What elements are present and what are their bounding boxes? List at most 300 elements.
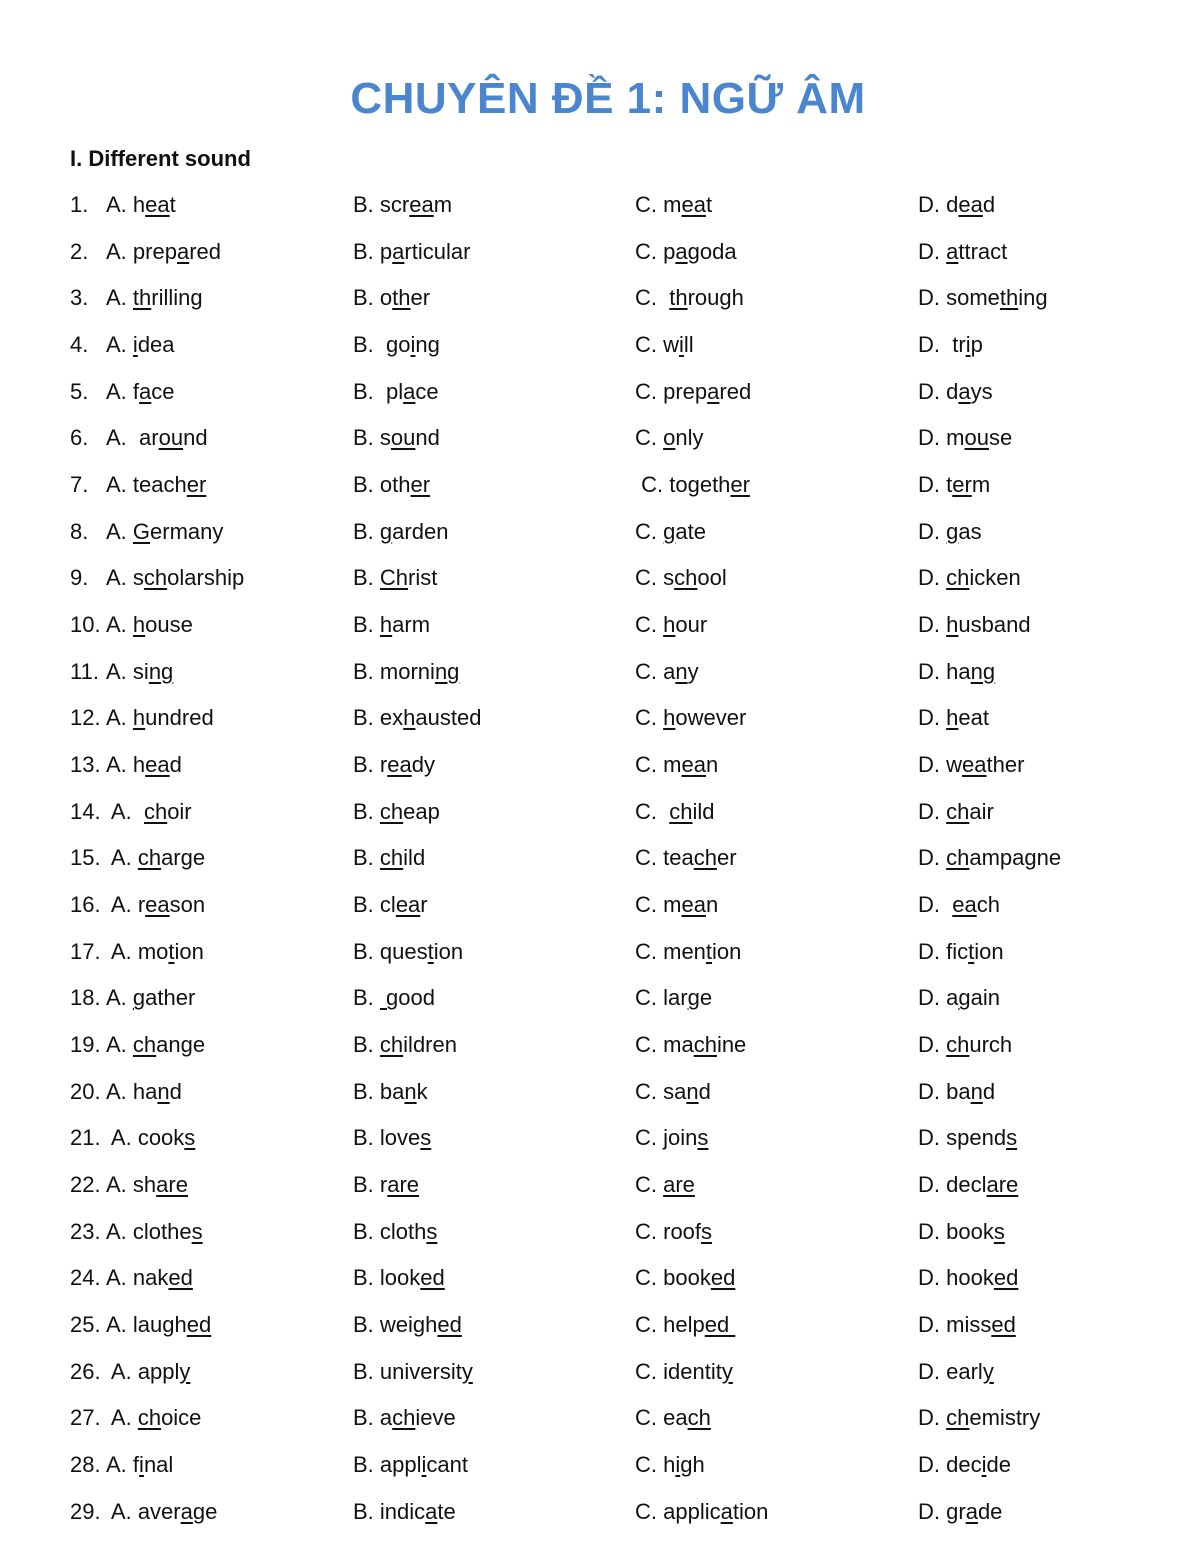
option-letter: D.	[918, 425, 940, 451]
word-suffix: rist	[408, 565, 438, 591]
option-d	[918, 980, 1000, 1016]
question-row	[0, 1027, 1200, 1074]
word-prefix: gr	[946, 1498, 966, 1524]
word-prefix: decl	[946, 1172, 987, 1198]
option-c	[635, 467, 750, 503]
word-prefix: indic	[379, 1498, 426, 1524]
option-a	[106, 1494, 217, 1530]
option-c	[635, 840, 737, 876]
word-prefix: a	[663, 658, 676, 684]
option-b	[353, 747, 435, 783]
underlined-sound: ch	[379, 1032, 404, 1058]
question-number: 4.	[70, 332, 89, 358]
option-letter: B.	[353, 472, 374, 498]
option-d	[918, 654, 995, 690]
underlined-sound: er	[952, 472, 972, 498]
option-letter: C.	[635, 1125, 657, 1151]
word-prefix: s	[663, 565, 675, 591]
option-letter: D.	[918, 705, 940, 731]
option-a	[106, 934, 204, 970]
option-letter: A.	[106, 565, 127, 591]
option-letter: D.	[918, 938, 940, 964]
question-row	[0, 1354, 1200, 1401]
question-row	[0, 467, 1200, 514]
underlined-sound: ch	[143, 565, 168, 591]
question-number: 7.	[70, 472, 89, 498]
option-a	[106, 794, 192, 830]
word-suffix: ng	[415, 332, 440, 358]
question-number: 29.	[70, 1498, 101, 1524]
underlined-sound: y	[721, 1358, 733, 1384]
option-b	[353, 280, 430, 316]
question-number: 25.	[70, 1312, 101, 1338]
underlined-sound: ed	[710, 1265, 736, 1291]
option-letter: B.	[353, 1078, 374, 1104]
word-prefix: ha	[946, 658, 971, 684]
underlined-sound: g	[379, 518, 393, 544]
word-prefix: ques	[379, 938, 428, 964]
option-letter: A.	[106, 518, 127, 544]
option-a	[106, 1260, 193, 1296]
word-suffix: d	[169, 752, 182, 778]
word-suffix: ttract	[958, 238, 1008, 264]
option-letter: A.	[106, 705, 127, 731]
underlined-sound: y	[179, 1358, 191, 1384]
word-suffix: owever	[675, 705, 747, 731]
underlined-sound: ch	[674, 565, 698, 591]
option-letter: C.	[635, 1405, 657, 1431]
question-number: 21.	[70, 1125, 101, 1151]
option-d	[918, 1447, 1011, 1483]
word-prefix: a	[946, 985, 959, 1011]
underlined-sound: h	[132, 612, 146, 638]
word-prefix: w	[946, 752, 963, 778]
option-c	[635, 1307, 735, 1343]
question-number: 5.	[70, 378, 89, 404]
option-letter: A.	[106, 1452, 127, 1478]
question-number: 10.	[70, 612, 101, 638]
underlined-sound: t	[705, 938, 713, 964]
option-letter: C.	[635, 1358, 657, 1384]
word-prefix: m	[946, 425, 965, 451]
question-number: 15.	[70, 845, 101, 871]
word-suffix: nal	[143, 1452, 174, 1478]
option-d	[918, 280, 1048, 316]
option-letter: D.	[918, 612, 940, 638]
option-d	[918, 1167, 1018, 1203]
underlined-sound: ch	[143, 798, 168, 824]
word-prefix: togeth	[669, 472, 731, 498]
option-letter: D.	[918, 285, 940, 311]
option-b	[353, 1214, 437, 1250]
option-letter: B.	[353, 845, 374, 871]
option-letter: D.	[918, 1498, 940, 1524]
option-c	[635, 934, 741, 970]
option-b	[353, 1307, 462, 1343]
question-number: 27.	[70, 1405, 101, 1431]
option-d	[918, 234, 1007, 270]
option-letter: C.	[635, 192, 657, 217]
word-suffix: ine	[716, 1032, 747, 1058]
underlined-sound: th	[999, 285, 1019, 311]
underlined-sound: ed	[704, 1312, 736, 1338]
word-suffix: d	[698, 1078, 711, 1104]
word-prefix: h	[132, 752, 146, 778]
option-letter: C.	[635, 472, 664, 498]
word-suffix: d	[982, 192, 996, 217]
underlined-sound: o	[663, 425, 676, 451]
option-a	[106, 374, 175, 410]
question-row	[0, 980, 1200, 1027]
option-letter: B.	[353, 612, 374, 638]
question-number: 24.	[70, 1265, 101, 1291]
option-letter: C.	[635, 845, 657, 871]
word-prefix: identit	[663, 1358, 722, 1384]
option-d	[918, 1027, 1012, 1063]
option-letter: A.	[106, 1218, 127, 1244]
option-d	[918, 1307, 1016, 1343]
word-suffix: t	[169, 192, 176, 217]
underlined-sound: ou	[158, 425, 184, 451]
option-d	[918, 840, 1061, 876]
option-a	[106, 654, 173, 690]
word-prefix: go	[379, 332, 411, 358]
option-letter: C.	[635, 892, 657, 918]
underlined-sound: ea	[681, 752, 706, 778]
word-prefix: join	[663, 1125, 698, 1151]
underlined-sound: i	[421, 1452, 427, 1478]
underlined-sound: ea	[395, 892, 421, 918]
option-a	[106, 467, 206, 503]
word-prefix: ex	[379, 705, 404, 731]
option-letter: D.	[918, 1405, 940, 1431]
option-letter: D.	[918, 332, 940, 358]
underlined-sound: ng	[970, 658, 996, 684]
option-d	[918, 747, 1024, 783]
word-prefix: ma	[663, 1032, 694, 1058]
word-suffix: eap	[403, 798, 440, 824]
option-c	[635, 560, 727, 596]
underlined-sound: ed	[993, 1265, 1019, 1291]
word-suffix: emistry	[969, 1405, 1041, 1431]
word-suffix: ange	[156, 1032, 206, 1058]
option-letter: A.	[106, 1078, 127, 1104]
word-prefix: d	[946, 192, 959, 217]
word-suffix: ion	[174, 938, 204, 964]
option-letter: A.	[106, 238, 127, 264]
option-d	[918, 794, 994, 830]
option-letter: D.	[918, 1172, 940, 1198]
word-prefix: d	[946, 378, 959, 404]
option-letter: C.	[635, 612, 657, 638]
word-suffix: ge	[192, 1498, 218, 1524]
option-letter: B.	[353, 985, 374, 1011]
underlined-sound: a	[946, 238, 959, 264]
underlined-sound: ch	[669, 798, 693, 824]
question-list	[0, 187, 1200, 1540]
word-prefix: oth	[379, 472, 411, 498]
option-letter: C.	[635, 1218, 657, 1244]
option-letter: A.	[106, 752, 127, 778]
option-d	[918, 1074, 995, 1110]
underlined-sound: n	[157, 1078, 170, 1104]
question-row	[0, 840, 1200, 887]
word-prefix: tr	[946, 332, 966, 358]
word-suffix: red	[189, 238, 222, 264]
question-row	[0, 1494, 1200, 1541]
option-a	[106, 1074, 182, 1110]
question-row	[0, 934, 1200, 981]
underlined-sound: ou	[390, 425, 416, 451]
word-suffix: n	[705, 892, 719, 918]
option-letter: A.	[106, 658, 127, 684]
underlined-sound: ch	[137, 1405, 162, 1431]
option-c	[635, 420, 704, 456]
option-c	[635, 1167, 695, 1203]
option-letter: B.	[353, 1032, 374, 1058]
underlined-sound: ed	[420, 1265, 445, 1291]
option-letter: D.	[918, 1125, 940, 1151]
option-d	[918, 607, 1031, 643]
word-suffix: r	[420, 892, 428, 918]
question-number: 3.	[70, 285, 89, 311]
word-prefix: weigh	[379, 1312, 438, 1338]
question-number: 1.	[70, 192, 89, 217]
underlined-sound: ea	[145, 752, 170, 778]
question-row	[0, 1120, 1200, 1167]
option-a	[106, 1354, 190, 1390]
word-prefix: fic	[946, 938, 969, 964]
underlined-sound: ch	[693, 1032, 717, 1058]
underlined-sound: ch	[946, 845, 970, 871]
option-letter: D.	[918, 518, 940, 544]
underlined-sound: ch	[132, 1032, 157, 1058]
question-row	[0, 1074, 1200, 1121]
word-suffix: gh	[680, 1452, 705, 1478]
underlined-sound: i	[981, 1452, 987, 1478]
option-d	[918, 1354, 994, 1390]
option-letter: C.	[635, 658, 657, 684]
word-suffix: t	[705, 192, 713, 217]
option-letter: A.	[106, 1498, 132, 1524]
word-suffix: ion	[974, 938, 1004, 964]
word-suffix: nly	[675, 425, 704, 451]
word-prefix: ba	[946, 1078, 971, 1104]
option-d	[918, 1260, 1018, 1296]
option-letter: D.	[918, 192, 940, 217]
word-prefix: h	[663, 1452, 676, 1478]
word-suffix: ch	[976, 892, 1000, 918]
underlined-sound: s	[1006, 1125, 1018, 1151]
underlined-sound: er	[730, 472, 750, 498]
option-letter: B.	[353, 285, 374, 311]
word-suffix: ce	[151, 378, 175, 404]
option-d	[918, 1400, 1040, 1436]
word-prefix: ea	[663, 1405, 688, 1431]
word-suffix: arm	[392, 612, 431, 638]
underlined-sound: s	[191, 1218, 203, 1244]
underlined-sound: ch	[946, 1032, 970, 1058]
option-letter: C.	[635, 238, 657, 264]
underlined-sound: a	[403, 378, 416, 404]
option-a	[106, 420, 208, 456]
option-b	[353, 420, 440, 456]
question-number: 28.	[70, 1452, 101, 1478]
word-suffix: er	[410, 285, 431, 311]
option-b	[353, 1027, 457, 1063]
word-suffix: ood	[398, 985, 435, 1011]
word-prefix: ha	[132, 1078, 158, 1104]
option-c	[635, 980, 712, 1016]
word-prefix: book	[663, 1265, 711, 1291]
option-letter: C.	[635, 1265, 657, 1291]
question-row	[0, 374, 1200, 421]
option-a	[106, 747, 182, 783]
question-row	[0, 794, 1200, 841]
option-d	[918, 934, 1004, 970]
question-number: 26.	[70, 1358, 101, 1384]
option-c	[635, 700, 746, 736]
option-letter: C.	[635, 1498, 657, 1524]
underlined-sound: h	[379, 612, 393, 638]
option-a	[106, 1307, 211, 1343]
underlined-sound: a	[392, 238, 405, 264]
question-number: 6.	[70, 425, 89, 451]
option-letter: B.	[353, 192, 374, 217]
word-suffix: y	[687, 658, 699, 684]
question-row	[0, 514, 1200, 561]
option-b	[353, 1354, 473, 1390]
underlined-sound: are	[986, 1172, 1019, 1198]
word-prefix: t	[946, 472, 953, 498]
underlined-sound: a	[180, 1498, 193, 1524]
option-b	[353, 467, 430, 503]
word-prefix: m	[663, 752, 682, 778]
option-letter: A.	[106, 845, 132, 871]
underlined-sound: ed	[991, 1312, 1016, 1338]
option-letter: A.	[106, 798, 132, 824]
option-d	[918, 1120, 1017, 1156]
option-letter: D.	[918, 1265, 940, 1291]
option-d	[918, 1214, 1005, 1250]
word-suffix: as	[958, 518, 982, 544]
word-suffix: d	[169, 1078, 182, 1104]
option-letter: C.	[635, 1078, 657, 1104]
word-prefix: pl	[379, 378, 404, 404]
option-letter: B.	[353, 1125, 374, 1151]
underlined-sound: th	[132, 285, 152, 311]
page-title: CHUYÊN ĐỀ 1: NGỮ ÂM	[350, 74, 866, 123]
option-a	[106, 280, 203, 316]
option-letter: B.	[353, 798, 374, 824]
underlined-sound: ed	[437, 1312, 462, 1338]
question-row	[0, 420, 1200, 467]
option-c	[635, 327, 694, 363]
underlined-sound: s	[184, 1125, 196, 1151]
word-prefix: f	[132, 378, 140, 404]
word-suffix: cant	[426, 1452, 468, 1478]
word-suffix: nd	[415, 425, 440, 451]
question-row	[0, 700, 1200, 747]
word-prefix: ar	[132, 425, 159, 451]
word-suffix: ool	[697, 565, 727, 591]
underlined-sound: G	[132, 518, 151, 544]
word-suffix: ce	[415, 378, 439, 404]
option-b	[353, 794, 440, 830]
option-b	[353, 1494, 456, 1530]
underlined-sound: ea	[958, 192, 983, 217]
word-suffix: son	[169, 892, 206, 918]
option-c	[635, 747, 718, 783]
option-letter: D.	[918, 658, 940, 684]
underlined-sound: t	[427, 938, 434, 964]
word-prefix: r	[379, 752, 388, 778]
option-letter: A.	[106, 1312, 127, 1338]
question-row	[0, 1447, 1200, 1494]
option-b	[353, 1447, 468, 1483]
underlined-sound: ch	[946, 1405, 970, 1431]
option-c	[635, 654, 699, 690]
word-suffix: dea	[137, 332, 175, 358]
option-letter: B.	[353, 565, 374, 591]
word-suffix: ild	[403, 845, 426, 871]
word-prefix: s	[132, 565, 144, 591]
option-b	[353, 234, 470, 270]
option-a	[106, 980, 195, 1016]
option-letter: D.	[918, 472, 940, 498]
underlined-sound: th	[669, 285, 688, 311]
underlined-sound: er	[410, 472, 431, 498]
word-suffix: red	[719, 378, 752, 404]
option-a	[106, 1027, 205, 1063]
word-prefix: w	[663, 332, 680, 358]
word-prefix: r	[137, 892, 146, 918]
word-suffix: ouse	[145, 612, 193, 638]
underlined-sound: h	[946, 612, 959, 638]
option-a	[106, 187, 176, 223]
option-d	[918, 1494, 1002, 1530]
option-d	[918, 187, 995, 223]
option-letter: C.	[635, 1452, 657, 1478]
word-suffix: n	[705, 752, 719, 778]
option-letter: C.	[635, 1312, 657, 1338]
option-letter: B.	[353, 1498, 374, 1524]
word-prefix: spend	[946, 1125, 1007, 1151]
underlined-sound: h	[132, 705, 146, 731]
word-suffix: usband	[958, 612, 1031, 638]
word-prefix: roof	[663, 1218, 702, 1244]
option-letter: A.	[106, 1405, 132, 1431]
underlined-sound: s	[420, 1125, 432, 1151]
option-letter: A.	[106, 332, 127, 358]
option-letter: B.	[353, 332, 374, 358]
underlined-sound: ch	[379, 845, 404, 871]
word-prefix: sh	[132, 1172, 157, 1198]
option-a	[106, 560, 244, 596]
word-prefix: ba	[379, 1078, 405, 1104]
word-prefix: s	[379, 425, 391, 451]
word-prefix: men	[663, 938, 706, 964]
question-row	[0, 280, 1200, 327]
underlined-sound: n	[686, 1078, 699, 1104]
option-c	[635, 234, 737, 270]
underlined-sound: a	[139, 378, 152, 404]
word-suffix: austed	[415, 705, 482, 731]
option-letter: A.	[106, 892, 132, 918]
option-letter: C.	[635, 1172, 657, 1198]
option-letter: D.	[918, 238, 940, 264]
underlined-sound: s	[697, 1125, 709, 1151]
